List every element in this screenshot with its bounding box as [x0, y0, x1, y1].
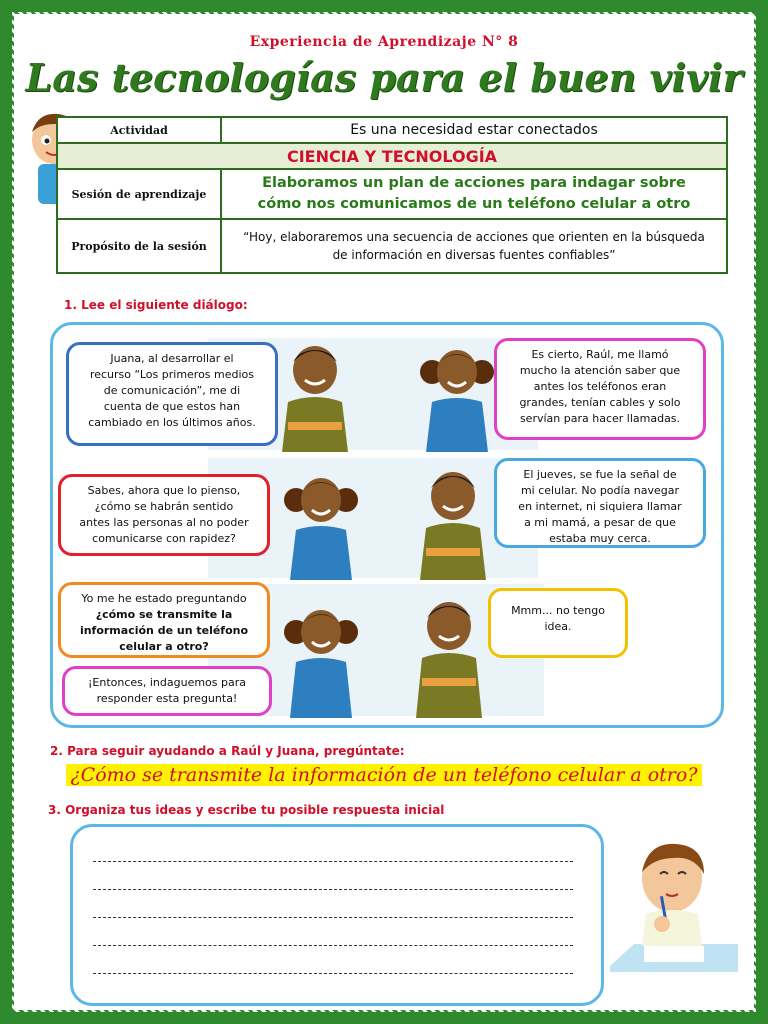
juana-illustration-1 [412, 340, 502, 452]
page-title: Las tecnologías para el buen vivir [25, 55, 743, 100]
answer-line[interactable] [93, 973, 573, 974]
experience-header: Experiencia de Aprendizaje N° 8 [249, 34, 519, 50]
question-1: 1. Lee el siguiente diálogo: [64, 298, 248, 312]
raul-illustration-3 [404, 596, 494, 718]
answer-line[interactable] [93, 945, 573, 946]
bubble-raul-2: El jueves, se fue la señal de mi celular. No podía navegar en internet, ni siquiera llamar a mi mamá, a pesar de que estaba muy cerca. [494, 458, 706, 548]
bubble-juana-4: ¡Entonces, indaguemos para responder esta pregunta! [62, 666, 272, 716]
raul-illustration-1 [270, 340, 360, 452]
bubble-juana-3: Yo me he estado preguntando ¿cómo se transmite la información de un teléfono celular a otro? [58, 582, 270, 658]
activity-info-table [56, 116, 728, 274]
answer-line[interactable] [93, 889, 573, 890]
activity-label: Actividad [57, 117, 221, 143]
purpose-label: Propósito de la sesión [57, 219, 221, 273]
session-label: Sesión de aprendizaje [57, 169, 221, 219]
bubble-raul-1: Juana, al desarrollar el recurso “Los primeros medios de comunicación”, me di cuenta de que estos han cambiado en los últimos años. [66, 342, 278, 446]
purpose-line-2: de información en diversas fuentes confiables” [332, 248, 616, 262]
raul-illustration-2 [408, 466, 498, 580]
subject-row: CIENCIA Y TECNOLOGÍA [57, 143, 727, 169]
purpose-line-1: “Hoy, elaboraremos una secuencia de acciones que orienten en la búsqueda [243, 230, 705, 244]
bubble-juana-1: Es cierto, Raúl, me llamó mucho la atención saber que antes los teléfonos eran grandes, tenían cables y solo servían para hacer llamadas. [494, 338, 706, 440]
main-question: ¿Cómo se transmite la información de un teléfono celular a otro? [0, 764, 768, 786]
juana-illustration-2 [276, 468, 366, 580]
answer-box[interactable] [70, 824, 604, 1006]
answer-line[interactable] [93, 917, 573, 918]
session-line-1: Elaboramos un plan de acciones para indagar sobre [262, 175, 686, 191]
activity-value: Es una necesidad estar conectados [221, 117, 727, 143]
session-line-2: cómo nos comunicamos de un teléfono celular a otro [257, 196, 691, 212]
bubble-raul-3: Mmm... no tengo idea. [488, 588, 628, 658]
thinking-boy-illustration [604, 838, 744, 988]
question-2: 2. Para seguir ayudando a Raúl y Juana, pregúntate: [50, 744, 405, 758]
bubble-juana-2: Sabes, ahora que lo pienso, ¿cómo se habrán sentido antes las personas al no poder comunicarse con rapidez? [58, 474, 270, 556]
answer-line[interactable] [93, 861, 573, 862]
juana-illustration-3 [276, 600, 366, 718]
question-3: 3. Organiza tus ideas y escribe tu posible respuesta inicial [48, 803, 445, 817]
